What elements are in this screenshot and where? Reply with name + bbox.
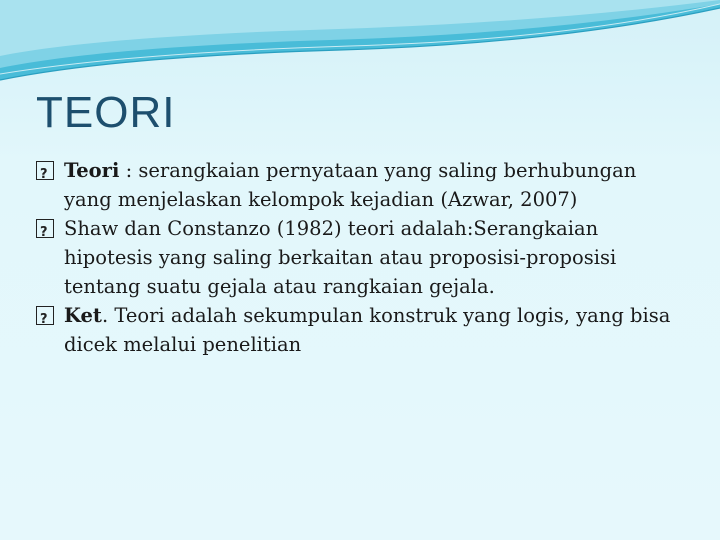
header-wave-decoration	[0, 0, 720, 90]
bullet-icon	[36, 219, 54, 238]
bullet-term: Teori	[64, 159, 120, 182]
bullet-item	[36, 214, 686, 301]
bullet-icon	[36, 306, 54, 325]
bullet-term: Ket	[64, 304, 102, 327]
bullet-item	[36, 301, 686, 359]
bullet-text: . Teori adalah sekumpulan konstruk yang logis, yang bisa dicek melalui penelitian	[64, 304, 671, 356]
slide-title: TEORI	[36, 88, 176, 137]
bullet-icon	[36, 161, 54, 180]
bullet-item	[36, 156, 686, 214]
bullet-text: : serangkaian pernyataan yang saling berhubungan yang menjelaskan kelompok kejadian (Azwar, 2007)	[64, 159, 637, 211]
bullet-text: Shaw dan Constanzo (1982) teori adalah:Serangkaian hipotesis yang saling berkaitan atau proposisi-proposisi tentang suatu gejala atau rangkaian gejala.	[64, 217, 617, 298]
bullet-list	[36, 156, 686, 359]
